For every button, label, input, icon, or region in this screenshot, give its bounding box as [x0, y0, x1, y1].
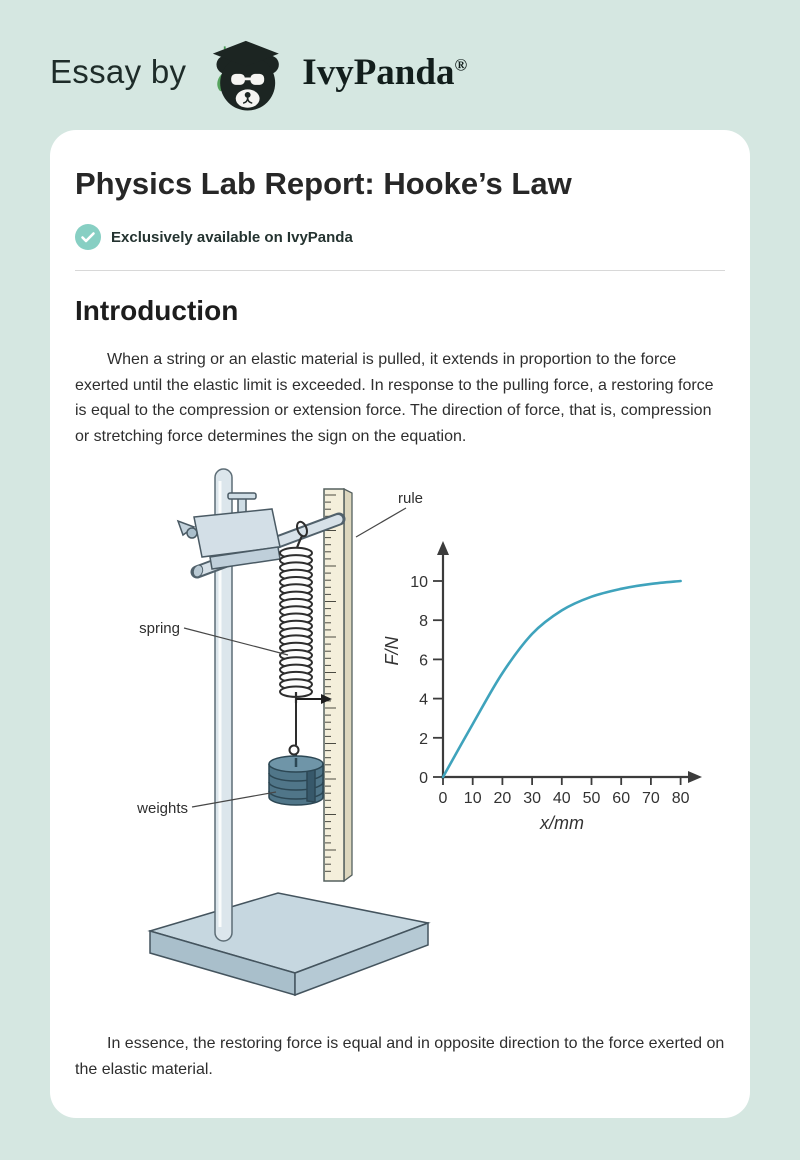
x-tick-label: 80	[671, 790, 690, 807]
hanger-hook	[290, 746, 299, 755]
essay-by-text: Essay by	[50, 53, 187, 90]
brand-text: IvyPanda	[302, 51, 455, 93]
x-tick-label: 10	[463, 790, 482, 807]
x-axis-arrow	[688, 771, 702, 783]
weights-label: weights	[137, 800, 188, 817]
weights-stack	[269, 756, 323, 805]
essay-card	[50, 130, 750, 1118]
x-tick-label: 30	[523, 790, 541, 807]
registered-mark: ®	[454, 55, 468, 75]
x-axis-title: x/mm	[540, 813, 584, 833]
check-icon	[75, 224, 101, 250]
x-tick-labels	[439, 790, 690, 807]
brand-name[interactable]	[302, 51, 467, 94]
rule-label: rule	[398, 490, 424, 507]
weights-leader-line	[192, 792, 276, 807]
panda-nose	[245, 92, 251, 98]
y-tick-labels	[410, 574, 428, 787]
force-extension-curve	[443, 581, 681, 777]
glasses-right-lens	[251, 74, 265, 85]
panda-logo-icon	[200, 31, 288, 113]
divider	[75, 270, 725, 271]
ivypanda-logo[interactable]	[200, 31, 288, 113]
y-ticks	[433, 581, 442, 777]
force-extension-graph	[382, 541, 702, 833]
rule-leader-line	[356, 508, 406, 537]
badge-label: Exclusively available on IvyPanda	[111, 228, 353, 246]
spring-leader-line	[184, 628, 288, 655]
y-tick-label: 2	[419, 730, 428, 748]
experiment-figure	[110, 461, 710, 1011]
x-tick-label: 60	[612, 790, 631, 807]
x-tick-label: 70	[642, 790, 660, 807]
page-title: Physics Lab Report: Hooke’s Law	[75, 166, 572, 201]
intro-paragraph-1: When a string or an elastic material is pulled, it extends in proportion to the force exerted until the elastic limit is exceeded. In response to the pulling force, a restoring force is equal to the compression or extension force. The direction of force, that is, compression or stretching force determines the sign on the equation.	[75, 351, 714, 445]
stand-base	[150, 893, 428, 995]
y-tick-label: 0	[419, 770, 428, 787]
x-tick-label: 40	[552, 790, 571, 807]
y-tick-label: 10	[410, 574, 428, 591]
spring-coil	[280, 548, 312, 697]
spring-label: spring	[139, 620, 180, 637]
glasses-bridge	[243, 78, 252, 81]
y-tick-label: 8	[419, 613, 428, 631]
y-tick-label: 4	[419, 691, 428, 709]
y-axis-arrow	[437, 541, 449, 555]
x-tick-label: 20	[493, 790, 512, 807]
y-axis-title: F/N	[382, 636, 402, 666]
glasses-left-lens	[231, 74, 245, 85]
x-ticks	[443, 777, 681, 785]
x-tick-label: 0	[438, 790, 448, 807]
y-tick-label: 6	[419, 652, 428, 670]
introduction-heading: Introduction	[75, 295, 239, 326]
availability-badge	[75, 224, 725, 250]
ruler	[324, 489, 352, 881]
x-tick-label: 50	[582, 790, 601, 807]
intro-paragraph-2: In essence, the restoring force is equal and in opposite direction to the force exerted on the elastic material.	[75, 1035, 725, 1078]
site-header	[0, 0, 800, 114]
